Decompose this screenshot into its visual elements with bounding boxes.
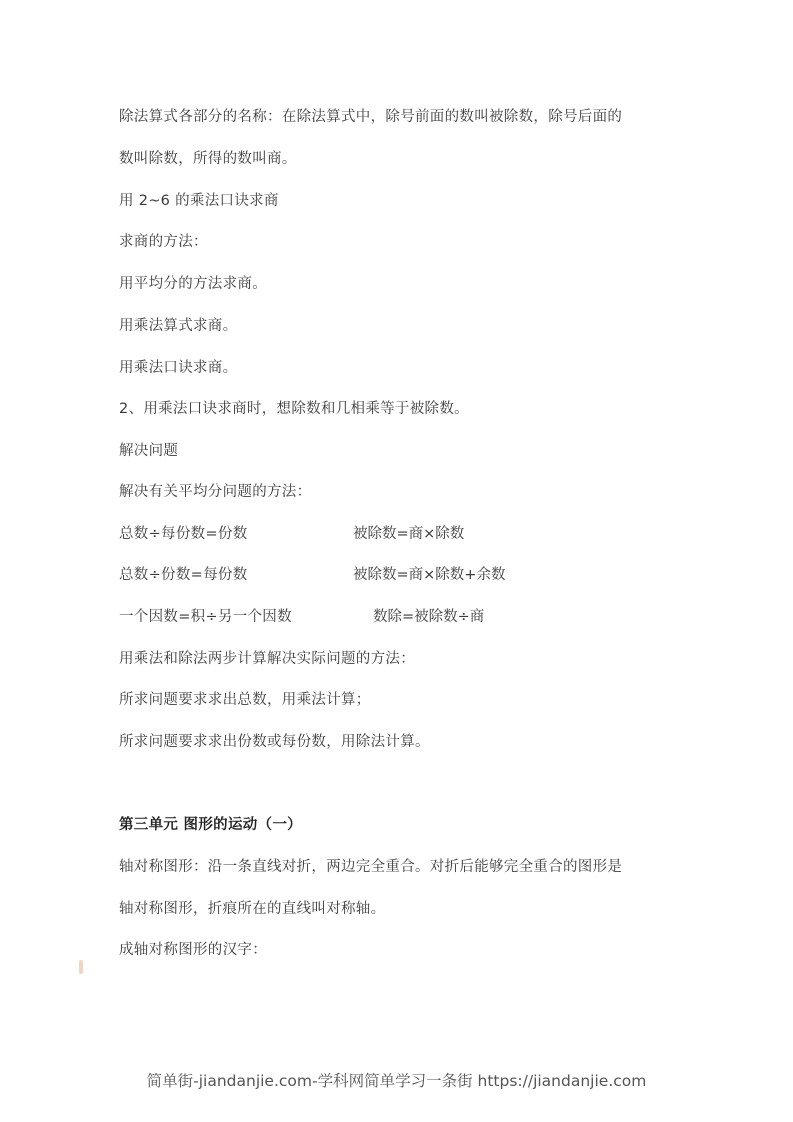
formula-right: 数除=被除数÷商 [373, 609, 485, 625]
paragraph-line: 用乘法口诀求商。 [119, 360, 238, 376]
paragraph-line: 解决问题 [119, 443, 179, 459]
paragraph-line: 解决有关平均分问题的方法： [119, 484, 312, 500]
paragraph-line: 用乘法算式求商。 [119, 318, 238, 334]
paragraph-line: 轴对称图形，折痕所在的直线叫对称轴。 [119, 901, 386, 917]
paragraph-line: 数叫除数，所得的数叫商。 [119, 151, 297, 167]
paragraph-line: 求商的方法： [119, 234, 208, 250]
paragraph-line: 除法算式各部分的名称：在除法算式中，除号前面的数叫被除数，除号后面的 [119, 109, 623, 125]
formula-right: 被除数=商×除数 [353, 526, 465, 542]
formula-right: 被除数=商×除数+余数 [353, 567, 506, 583]
paragraph-line: 2、用乘法口诀求商时，想除数和几相乘等于被除数。 [119, 401, 469, 417]
section-title: 第三单元 图形的运动（一） [119, 817, 302, 833]
footer-watermark: 简单街-jiandanjie.com-学科网简单学习一条街 https://jiandanjie.com [146, 1072, 647, 1090]
formula-left: 总数÷份数=每份数 [119, 567, 248, 583]
paragraph-line: 成轴对称图形的汉字： [119, 942, 267, 958]
paragraph-line: 所求问题要求求出总数，用乘法计算； [119, 692, 371, 708]
paragraph-line: 用 2~6 的乘法口诀求商 [119, 193, 279, 209]
formula-left: 一个因数=积÷另一个因数 [119, 609, 292, 625]
paragraph-line: 用乘法和除法两步计算解决实际问题的方法： [119, 651, 415, 667]
paragraph-line: 用平均分的方法求商。 [119, 276, 267, 292]
scan-artifact [79, 960, 83, 974]
paragraph-line: 所求问题要求求出份数或每份数，用除法计算。 [119, 734, 430, 750]
formula-left: 总数÷每份数=份数 [119, 526, 248, 542]
paragraph-line: 轴对称图形：沿一条直线对折，两边完全重合。对折后能够完全重合的图形是 [119, 859, 623, 875]
